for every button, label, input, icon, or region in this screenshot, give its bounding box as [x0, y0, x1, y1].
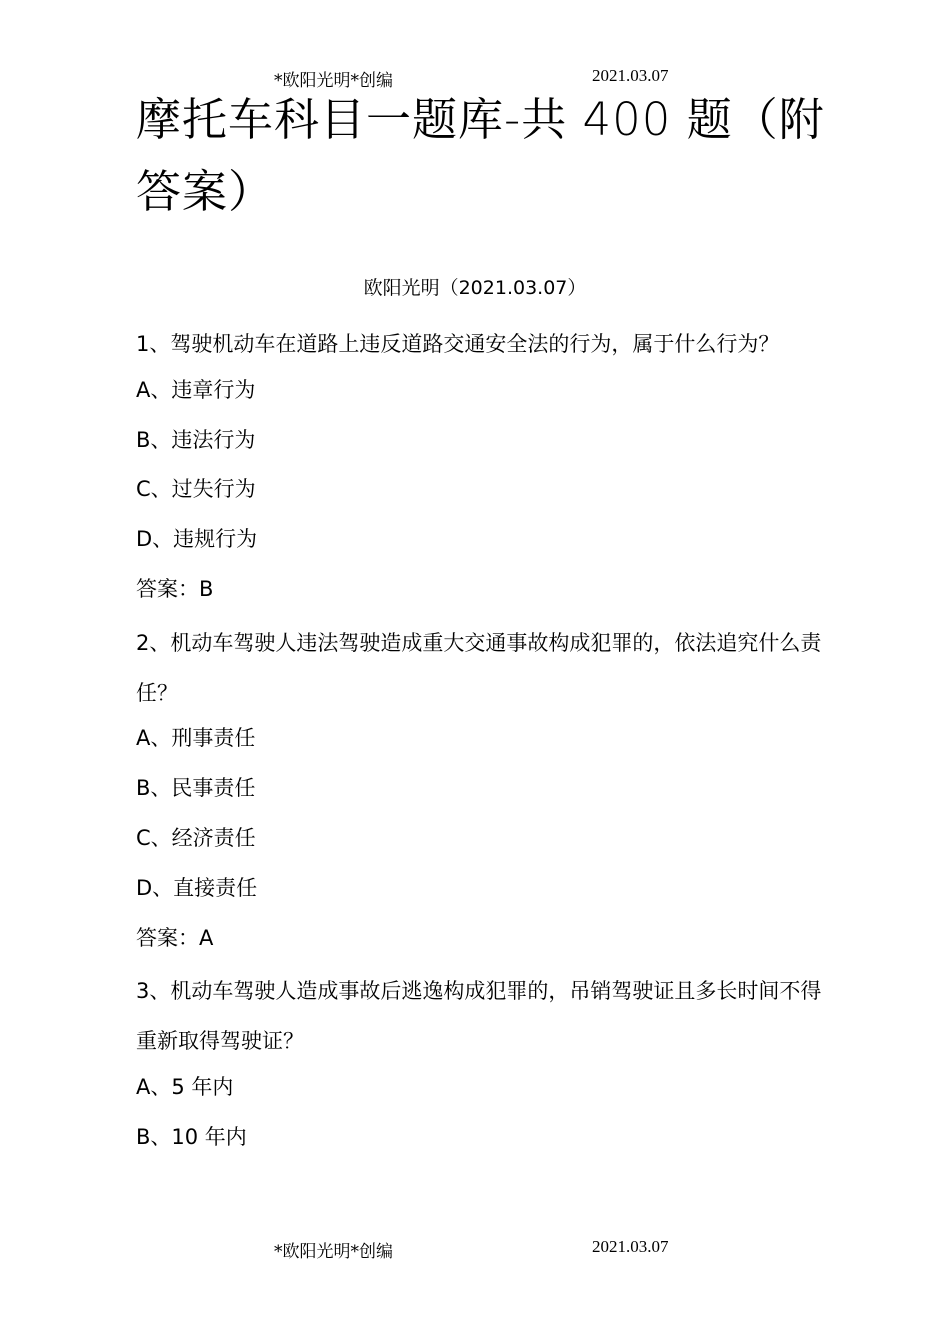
- answer: 答案：A: [136, 925, 214, 950]
- question-1: [136, 320, 826, 619]
- question-list: [136, 320, 826, 1167]
- page-footer: [0, 1237, 950, 1261]
- option-c: C、经济责任: [136, 825, 256, 850]
- question-text: 3、机动车驾驶人造成事故后逃逸构成犯罪的，吊销驾驶证且多长时间不得重新取得驾驶证？: [136, 979, 822, 1054]
- document-title: 摩托车科目一题库-共 400 题（附答案）: [136, 93, 825, 218]
- question-text: 2、机动车驾驶人违法驾驶造成重大交通事故构成犯罪的，依法追究什么责任？: [136, 630, 822, 705]
- answer: 答案：B: [136, 576, 214, 601]
- footer-author: *欧阳光明*创编: [274, 1242, 393, 1262]
- question-2: [136, 619, 826, 968]
- option-a: A、刑事责任: [136, 726, 256, 751]
- option-d: D、直接责任: [136, 875, 258, 900]
- option-b: B、民事责任: [136, 776, 256, 801]
- document-subtitle: 欧阳光明（2021.03.07）: [363, 277, 587, 299]
- option-a: A、违章行为: [136, 377, 256, 402]
- header-date: 2021.03.07: [592, 66, 669, 85]
- option-b: B、违法行为: [136, 427, 256, 452]
- option-d: D、违规行为: [136, 527, 258, 552]
- header-author: *欧阳光明*创编: [274, 71, 393, 91]
- option-b: B、10 年内: [136, 1124, 247, 1149]
- option-a: A、5 年内: [136, 1074, 234, 1099]
- question-text: 1、驾驶机动车在道路上违反道路交通安全法的行为，属于什么行为？: [136, 332, 780, 356]
- option-c: C、过失行为: [136, 477, 256, 502]
- footer-date: 2021.03.07: [592, 1237, 669, 1256]
- question-3: [136, 967, 826, 1166]
